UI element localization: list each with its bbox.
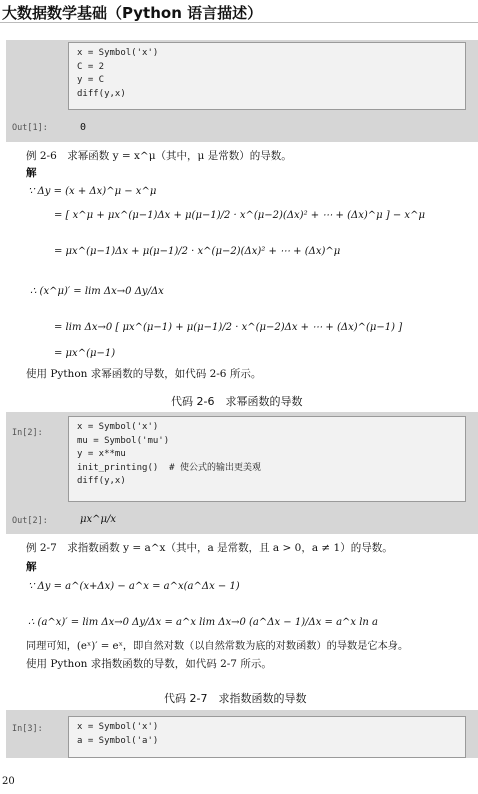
in-prompt-3: In[3]: <box>12 724 43 734</box>
cell-1-code-box[interactable] <box>68 42 466 110</box>
cell-3-code-box[interactable] <box>68 716 466 758</box>
eq-2-6-line-1: ∵ Δy = (x + Δx)^μ − x^μ <box>28 186 157 197</box>
out-value-1: 0 <box>80 122 87 133</box>
eq-2-6-line-3: = μx^(μ−1)Δx + μ(μ−1)/2 · x^(μ−2)(Δx)² + ⋯ + (Δx)^μ <box>54 246 341 257</box>
example-2-6-title: 例 2-6 求幂函数 y = x^μ（其中，μ 是常数）的导数。 <box>26 150 292 162</box>
eq-2-6-line-4: ∴ (x^μ)′ = lim Δx→0 Δy/Δx <box>30 286 164 297</box>
cell-2-code: x = Symbol('x') mu = Symbol('mu') y = x**mu init_printing() # 使公式的输出更美观 diff(y,x) <box>77 422 261 486</box>
eq-2-7-line-2: ∴ (a^x)′ = lim Δx→0 Δy/Δx = a^x lim Δx→0 (a^Δx − 1)/Δx = a^x ln a <box>28 617 379 628</box>
cell-1-output-band <box>6 116 478 142</box>
eq-2-6-line-5: = lim Δx→0 [ μx^(μ−1) + μ(μ−1)/2 · x^(μ−2)Δx + ⋯ + (Δx)^(μ−1) ] <box>54 322 403 333</box>
cell-2-output-band <box>6 506 478 534</box>
usage-2-7: 使用 Python 求指数函数的导数，如代码 2-7 所示。 <box>26 658 272 670</box>
cell-3-code: x = Symbol('x') a = Symbol('a') <box>77 722 159 746</box>
solution-label-2-6: 解 <box>26 167 37 179</box>
header-rule <box>0 22 478 23</box>
solution-label-2-7: 解 <box>26 561 37 573</box>
page-number: 20 <box>2 776 15 787</box>
in-prompt-2: In[2]: <box>12 428 43 438</box>
cell-2-code-box[interactable] <box>68 416 466 502</box>
example-2-7-title: 例 2-7 求指数函数 y = a^x（其中，a 是常数，且 a > 0，a ≠ 1）的导数。 <box>26 542 393 554</box>
out-prompt-1: Out[1]: <box>12 123 48 133</box>
out-prompt-2: Out[2]: <box>12 516 48 526</box>
eq-2-6-line-6: = μx^(μ−1) <box>54 348 116 359</box>
code-2-6-caption: 代码 2-6 求幂函数的导数 <box>171 395 303 408</box>
eq-2-7-line-1: ∵ Δy = a^(x+Δx) − a^x = a^x(a^Δx − 1) <box>28 581 240 592</box>
cell-1-code: x = Symbol('x') C = 2 y = C diff(y,x) <box>77 48 159 99</box>
usage-2-6: 使用 Python 求幂函数的导数，如代码 2-6 所示。 <box>26 368 262 380</box>
out-value-2: μx^μ/x <box>80 514 117 525</box>
paragraph-natural-exp: 同理可知，(eˣ)′ = eˣ，即自然对数（以自然常数为底的对数函数）的导数是它本身。 <box>26 641 409 652</box>
code-2-7-caption: 代码 2-7 求指数函数的导数 <box>164 692 307 705</box>
eq-2-6-line-2: = [ x^μ + μx^(μ−1)Δx + μ(μ−1)/2 · x^(μ−2)(Δx)² + ⋯ + (Δx)^μ ] − x^μ <box>54 210 425 221</box>
page-header: 大数据数学基础（Python 语言描述） <box>2 4 263 22</box>
